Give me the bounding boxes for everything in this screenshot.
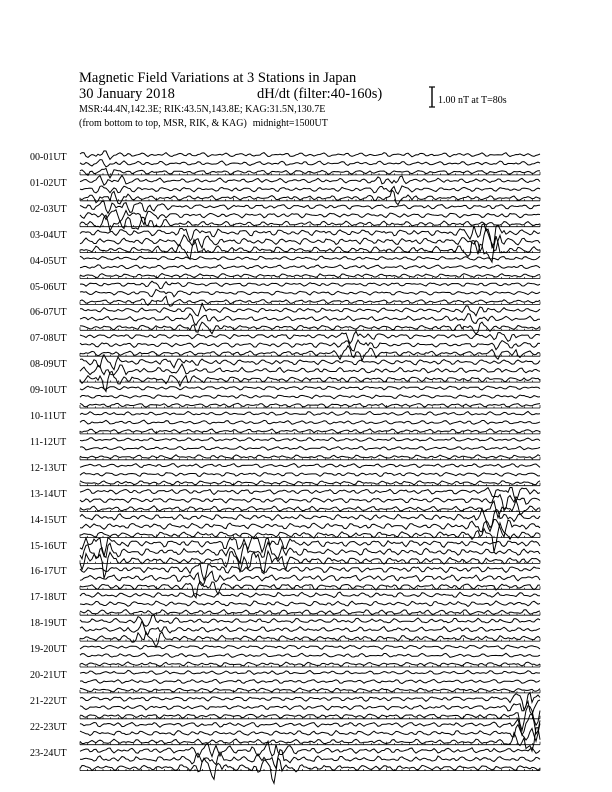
hour-row-label: 10-11UT (30, 411, 67, 422)
station-trace-KAG (80, 331, 540, 343)
station-trace-KAG (80, 645, 540, 649)
station-trace-RIK (80, 186, 540, 194)
station-trace-MSR (80, 551, 540, 578)
station-trace-RIK (80, 395, 540, 399)
station-trace-KAG (80, 175, 540, 185)
hour-row-label: 23-24UT (30, 747, 67, 759)
hour-row-label: 02-03UT (30, 203, 67, 215)
station-trace-RIK (80, 700, 540, 715)
station-order: (from bottom to top, MSR, RIK, & KAG) (79, 118, 247, 129)
hour-row-label: 09-10UT (30, 385, 67, 397)
hour-row-label: 07-08UT (30, 333, 67, 345)
hour-row-label: 11-12UT (30, 436, 67, 448)
hour-row-label: 04-05UT (30, 255, 67, 267)
station-trace-RIK (80, 160, 540, 167)
station-coordinates: MSR:44.4N,142.3E; RIK:43.5N,143.8E; KAG:31.5N,130.7E (79, 104, 326, 115)
hour-row-label: 14-15UT (30, 514, 67, 526)
station-trace-RIK (80, 265, 540, 269)
hour-row-label: 00-01UT (30, 152, 67, 163)
station-trace-KAG (80, 281, 540, 289)
station-trace-KAG (80, 592, 540, 597)
hour-row-label: 12-13UT (30, 462, 67, 474)
hour-row-label: 01-02UT (30, 177, 67, 189)
station-trace-RIK (80, 364, 540, 375)
station-trace-KAG (80, 670, 540, 674)
station-trace-RIK (80, 601, 540, 607)
chart-title: Magnetic Field Variations at 3 Stations in Japan (79, 70, 357, 86)
hour-row-label: 06-07UT (30, 307, 67, 319)
station-trace-RIK (80, 519, 540, 537)
station-trace-MSR (80, 215, 540, 231)
station-trace-KAG (80, 537, 540, 556)
station-trace-RIK (80, 289, 540, 296)
chart-subtitle (79, 86, 383, 103)
hour-row-label: 05-06UT (30, 281, 67, 293)
station-trace-KAG (80, 224, 540, 248)
station-trace-MSR (80, 190, 540, 205)
date-label: 30 January 2018 (79, 86, 175, 102)
hour-row-label: 18-19UT (30, 618, 67, 630)
station-trace-KAG (80, 355, 540, 370)
station-trace-KAG (80, 256, 540, 260)
station-trace-KAG (80, 411, 540, 415)
station-trace-KAG (80, 464, 540, 468)
station-trace-KAG (80, 386, 540, 390)
station-trace-RIK (80, 340, 540, 351)
station-trace-KAG (80, 151, 540, 160)
station-trace-RIK (80, 473, 540, 477)
hour-row-label: 21-22UT (30, 695, 67, 707)
hour-row-label: 20-21UT (30, 670, 67, 681)
station-trace-RIK (80, 679, 540, 683)
hour-row-label: 22-23UT (30, 721, 67, 733)
midnight-note: midnight=1500UT (252, 118, 328, 129)
station-trace-RIK (80, 653, 540, 657)
hour-row-label: 19-20UT (30, 644, 67, 656)
hour-row-label: 13-14UT (30, 488, 67, 500)
station-trace-RIK (80, 314, 540, 326)
station-trace-KAG (80, 438, 540, 442)
station-trace-RIK (80, 750, 540, 769)
station-trace-KAG (80, 615, 540, 626)
hour-row-label: 17-18UT (30, 592, 67, 604)
quantity-label: dH/dt (filter:40-160s) (257, 86, 383, 102)
station-trace-RIK (80, 724, 540, 742)
station-trace-MSR (80, 728, 540, 751)
station-trace-RIK (80, 420, 540, 424)
hour-row-label: 08-09UT (30, 359, 67, 371)
station-trace-RIK (80, 571, 540, 586)
hour-row-label: 15-16UT (30, 540, 67, 552)
station-trace-KAG (80, 304, 540, 316)
station-order-note (79, 118, 328, 129)
scale-bar-label: 1.00 nT at T=80s (438, 95, 507, 106)
hour-row-label: 16-17UT (30, 566, 67, 578)
hour-row-label: 03-04UT (30, 229, 67, 241)
station-trace-MSR (80, 322, 540, 334)
station-trace-RIK (80, 446, 540, 450)
